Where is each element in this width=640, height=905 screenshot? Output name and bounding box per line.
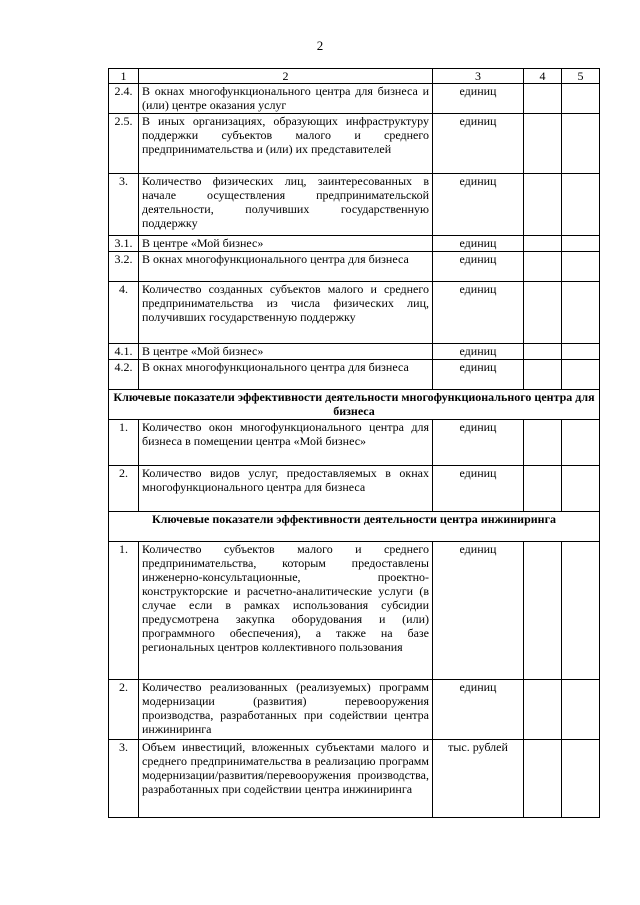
row-value-4 — [524, 114, 562, 174]
row-description: В окнах многофункционального центра для бизнеса — [139, 252, 433, 282]
row-value-5 — [562, 420, 600, 466]
row-number: 4. — [109, 282, 139, 344]
row-description: Количество видов услуг, предоставляемых в окнах многофункционального центра для бизнеса — [139, 466, 433, 512]
row-value-4 — [524, 542, 562, 680]
row-description: В окнах многофункционального центра для бизнеса — [139, 360, 433, 390]
row-value-4 — [524, 84, 562, 114]
row-value-4 — [524, 680, 562, 740]
row-number: 2. — [109, 466, 139, 512]
row-value-5 — [562, 360, 600, 390]
row-unit: единиц — [433, 680, 524, 740]
row-unit: единиц — [433, 344, 524, 360]
row-unit: единиц — [433, 114, 524, 174]
row-value-4 — [524, 282, 562, 344]
table-row — [109, 344, 600, 360]
row-description: В центре «Мой бизнес» — [139, 236, 433, 252]
header-cell-4: 4 — [524, 69, 562, 84]
row-unit: единиц — [433, 252, 524, 282]
row-number: 3.2. — [109, 252, 139, 282]
row-value-5 — [562, 84, 600, 114]
row-unit: единиц — [433, 466, 524, 512]
row-number: 4.2. — [109, 360, 139, 390]
row-number: 3. — [109, 174, 139, 236]
row-value-5 — [562, 174, 600, 236]
table-row — [109, 174, 600, 236]
row-value-5 — [562, 680, 600, 740]
row-unit: единиц — [433, 420, 524, 466]
row-unit: единиц — [433, 542, 524, 680]
table-row — [109, 360, 600, 390]
row-description: Объем инвестиций, вложенных субъектами малого и среднего предпринимательства в реализацию программ модернизации/развития/перевооружения производства, разработанных при содействии центра инжиниринга — [139, 740, 433, 818]
row-number: 2.4. — [109, 84, 139, 114]
section-heading-mfc: Ключевые показатели эффективности деятельности многофункционального центра для бизнеса — [109, 390, 600, 420]
section-heading-engineering: Ключевые показатели эффективности деятельности центра инжиниринга — [109, 512, 600, 542]
table-row — [109, 680, 600, 740]
row-number: 1. — [109, 420, 139, 466]
table-row — [109, 114, 600, 174]
row-unit: единиц — [433, 360, 524, 390]
row-value-5 — [562, 114, 600, 174]
row-value-5 — [562, 542, 600, 680]
row-unit: тыс. рублей — [433, 740, 524, 818]
section-heading-row — [109, 512, 600, 542]
table-row — [109, 84, 600, 114]
row-description: Количество реализованных (реализуемых) программ модернизации (развития) перевооружения производства, разработанных при содействии центра инжиниринга — [139, 680, 433, 740]
row-description: В центре «Мой бизнес» — [139, 344, 433, 360]
header-cell-1: 1 — [109, 69, 139, 84]
table-row — [109, 466, 600, 512]
row-value-5 — [562, 236, 600, 252]
header-cell-2: 2 — [139, 69, 433, 84]
row-number: 2.5. — [109, 114, 139, 174]
header-cell-5: 5 — [562, 69, 600, 84]
row-description: Количество физических лиц, заинтересованных в начале осуществления предпринимательской деятельности, получивших государственную поддержку — [139, 174, 433, 236]
row-number: 4.1. — [109, 344, 139, 360]
table-row — [109, 542, 600, 680]
row-number: 2. — [109, 680, 139, 740]
row-unit: единиц — [433, 236, 524, 252]
row-value-4 — [524, 466, 562, 512]
row-value-4 — [524, 344, 562, 360]
row-number: 3. — [109, 740, 139, 818]
row-value-4 — [524, 740, 562, 818]
row-description: Количество созданных субъектов малого и среднего предпринимательства из числа физических лиц, получивших государственную поддержку — [139, 282, 433, 344]
table-header-row — [109, 69, 600, 84]
row-value-5 — [562, 344, 600, 360]
row-value-5 — [562, 466, 600, 512]
row-unit: единиц — [433, 282, 524, 344]
row-number: 1. — [109, 542, 139, 680]
row-value-4 — [524, 360, 562, 390]
row-value-5 — [562, 252, 600, 282]
row-value-4 — [524, 236, 562, 252]
table-row — [109, 252, 600, 282]
header-cell-3: 3 — [433, 69, 524, 84]
indicators-table — [108, 68, 600, 818]
row-value-4 — [524, 174, 562, 236]
row-description: Количество субъектов малого и среднего предпринимательства, которым предоставлены инженерно-консультационные, проектно-конструкторские и расчетно-аналитические услуги (в случае если в рамках использования субсидии предусмотрена закупка оборудования и (или) программного обеспечения), а также на базе региональных центров коллективного пользования — [139, 542, 433, 680]
row-description: В окнах многофункционального центра для бизнеса и (или) центре оказания услуг — [139, 84, 433, 114]
row-value-4 — [524, 252, 562, 282]
table-row — [109, 420, 600, 466]
table-row — [109, 282, 600, 344]
row-value-5 — [562, 282, 600, 344]
page-number: 2 — [316, 38, 324, 53]
row-value-5 — [562, 740, 600, 818]
row-description: Количество окон многофункционального центра для бизнеса в помещении центра «Мой бизнес» — [139, 420, 433, 466]
row-unit: единиц — [433, 174, 524, 236]
row-description: В иных организациях, образующих инфраструктуру поддержки субъектов малого и среднего предпринимательства и (или) их представителей — [139, 114, 433, 174]
table-row — [109, 740, 600, 818]
row-unit: единиц — [433, 84, 524, 114]
row-value-4 — [524, 420, 562, 466]
table-row — [109, 236, 600, 252]
section-heading-row — [109, 390, 600, 420]
row-number: 3.1. — [109, 236, 139, 252]
